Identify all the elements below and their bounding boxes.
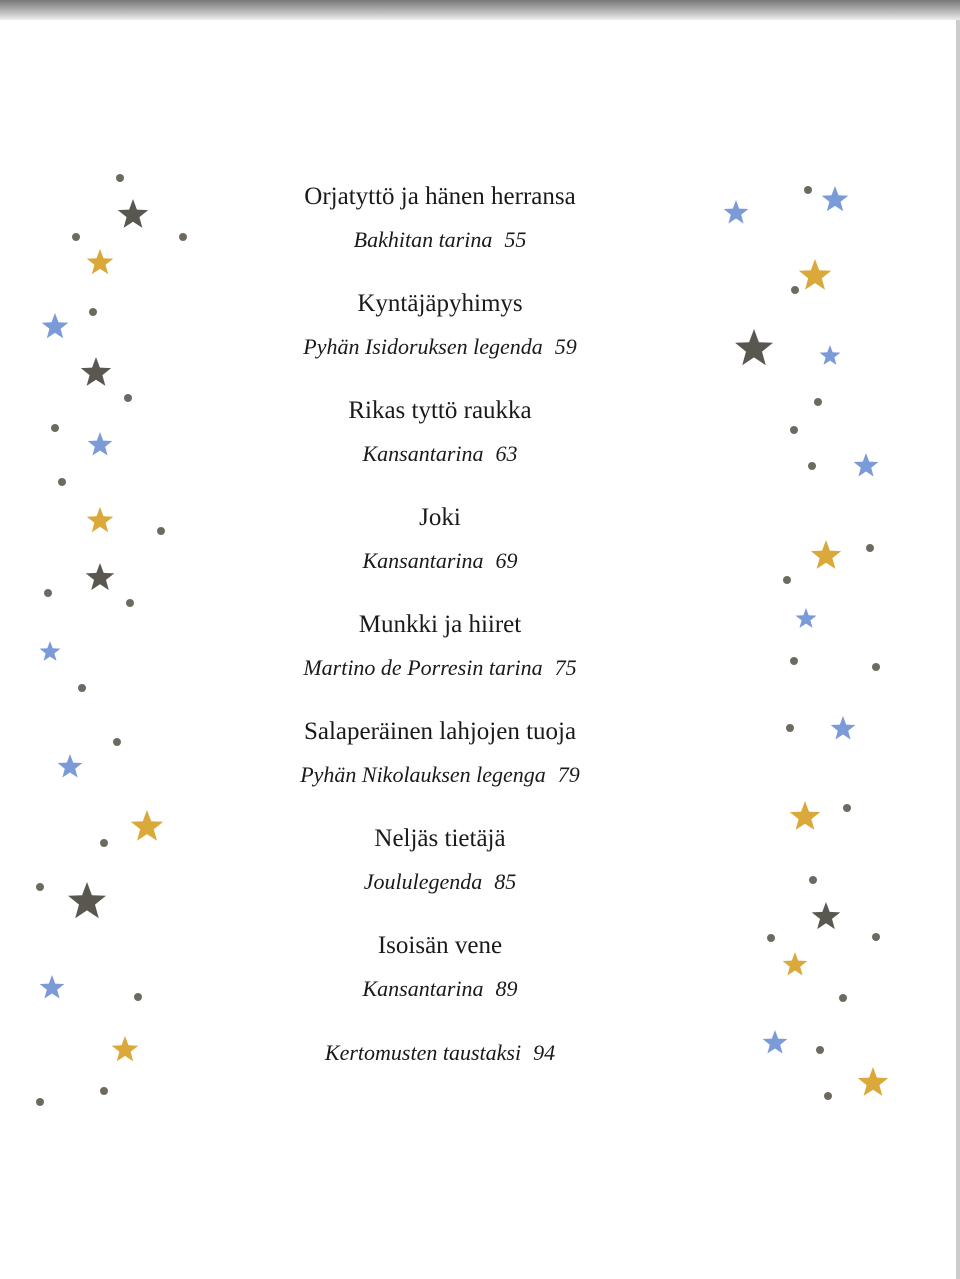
entry-title: Isoisän vene xyxy=(377,932,503,959)
star-icon xyxy=(783,952,808,976)
entry-title: Rikas tyttö raukka xyxy=(348,397,532,424)
dot-icon xyxy=(824,1092,832,1100)
star-icon xyxy=(40,975,65,999)
dot-icon xyxy=(866,544,874,552)
dot-icon xyxy=(839,994,847,1002)
dot-icon xyxy=(58,478,66,486)
dot-icon xyxy=(51,424,59,432)
star-icon xyxy=(86,563,115,590)
star-icon xyxy=(58,754,83,778)
entry-title: Joki xyxy=(419,504,461,531)
dot-icon xyxy=(100,839,108,847)
dot-icon xyxy=(126,599,134,607)
star-icon xyxy=(68,882,106,918)
toc-entry[interactable] xyxy=(240,610,640,682)
dot-icon xyxy=(78,684,86,692)
entry-page: 59 xyxy=(554,334,577,359)
dot-icon xyxy=(767,934,775,942)
star-icon xyxy=(854,453,879,477)
star-icon xyxy=(87,249,114,274)
star-icon xyxy=(735,329,773,365)
dot-icon xyxy=(804,186,812,194)
dot-icon xyxy=(816,1046,824,1054)
star-icon xyxy=(87,507,114,532)
dot-icon xyxy=(809,876,817,884)
entry-title: Neljäs tietäjä xyxy=(374,825,506,852)
star-icon xyxy=(118,199,148,228)
star-icon xyxy=(88,432,113,456)
toc-entry[interactable] xyxy=(240,824,640,896)
entry-page: 85 xyxy=(494,869,517,894)
dot-icon xyxy=(843,804,851,812)
entry-subtitle: Kansantarina xyxy=(362,976,484,1001)
star-icon xyxy=(799,259,831,290)
entry-title: Orjatyttö ja hänen herransa xyxy=(304,183,576,210)
toc-entry[interactable] xyxy=(240,396,640,468)
star-icon xyxy=(112,1036,139,1061)
star-icon xyxy=(724,200,749,224)
star-icon xyxy=(131,810,163,841)
entry-subtitle: Pyhän Nikolauksen legenga xyxy=(300,762,546,787)
star-icon xyxy=(812,902,841,929)
dot-icon xyxy=(100,1087,108,1095)
dot-icon xyxy=(157,527,165,535)
toc-entry[interactable] xyxy=(240,182,640,254)
star-icon xyxy=(822,186,849,211)
entry-page: 79 xyxy=(557,762,580,787)
entry-subtitle: Kansantarina xyxy=(362,548,484,573)
entry-subtitle: Kansantarina xyxy=(362,441,484,466)
toc-entry-final[interactable] xyxy=(240,1040,640,1066)
entry-page: 75 xyxy=(554,655,577,680)
star-icon xyxy=(42,313,69,338)
dot-icon xyxy=(36,883,44,891)
star-icon xyxy=(858,1067,888,1096)
final-label: Kertomusten taustaksi xyxy=(324,1040,522,1065)
dot-icon xyxy=(124,394,132,402)
dot-icon xyxy=(808,462,816,470)
dot-icon xyxy=(179,233,187,241)
dot-icon xyxy=(89,308,97,316)
star-icon xyxy=(763,1030,788,1054)
star-icon xyxy=(811,540,841,569)
dot-icon xyxy=(72,233,80,241)
dot-icon xyxy=(116,174,124,182)
entry-title: Munkki ja hiiret xyxy=(358,611,522,638)
dot-icon xyxy=(36,1098,44,1106)
dot-icon xyxy=(113,738,121,746)
dot-icon xyxy=(783,576,791,584)
entry-page: 69 xyxy=(495,548,518,573)
toc-entry[interactable] xyxy=(240,931,640,1003)
entry-page: 55 xyxy=(504,227,527,252)
star-icon xyxy=(40,641,61,661)
entry-subtitle: Pyhän Isidoruksen legenda xyxy=(303,334,543,359)
star-icon xyxy=(820,345,841,365)
star-icon xyxy=(81,357,111,386)
dot-icon xyxy=(786,724,794,732)
dot-icon xyxy=(134,993,142,1001)
star-icon xyxy=(790,801,820,830)
dot-icon xyxy=(44,589,52,597)
entry-page: 89 xyxy=(495,976,518,1001)
entry-page: 63 xyxy=(495,441,518,466)
dot-icon xyxy=(872,663,880,671)
star-icon xyxy=(796,608,817,628)
dot-icon xyxy=(790,657,798,665)
final-page: 94 xyxy=(533,1040,556,1065)
dot-icon xyxy=(814,398,822,406)
entry-title: Salaperäinen lahjojen tuoja xyxy=(303,718,577,745)
toc-entry[interactable] xyxy=(240,503,640,575)
dot-icon xyxy=(790,426,798,434)
entry-subtitle: Martino de Porresin tarina xyxy=(303,655,543,680)
dot-icon xyxy=(872,933,880,941)
star-icon xyxy=(831,716,856,740)
toc-entry[interactable] xyxy=(240,717,640,789)
entry-subtitle: Bakhitan tarina xyxy=(353,227,493,252)
dot-icon xyxy=(791,286,799,294)
entry-subtitle: Joululegenda xyxy=(363,869,483,894)
entry-title: Kyntäjäpyhimys xyxy=(357,290,523,317)
toc-entry[interactable] xyxy=(240,289,640,361)
